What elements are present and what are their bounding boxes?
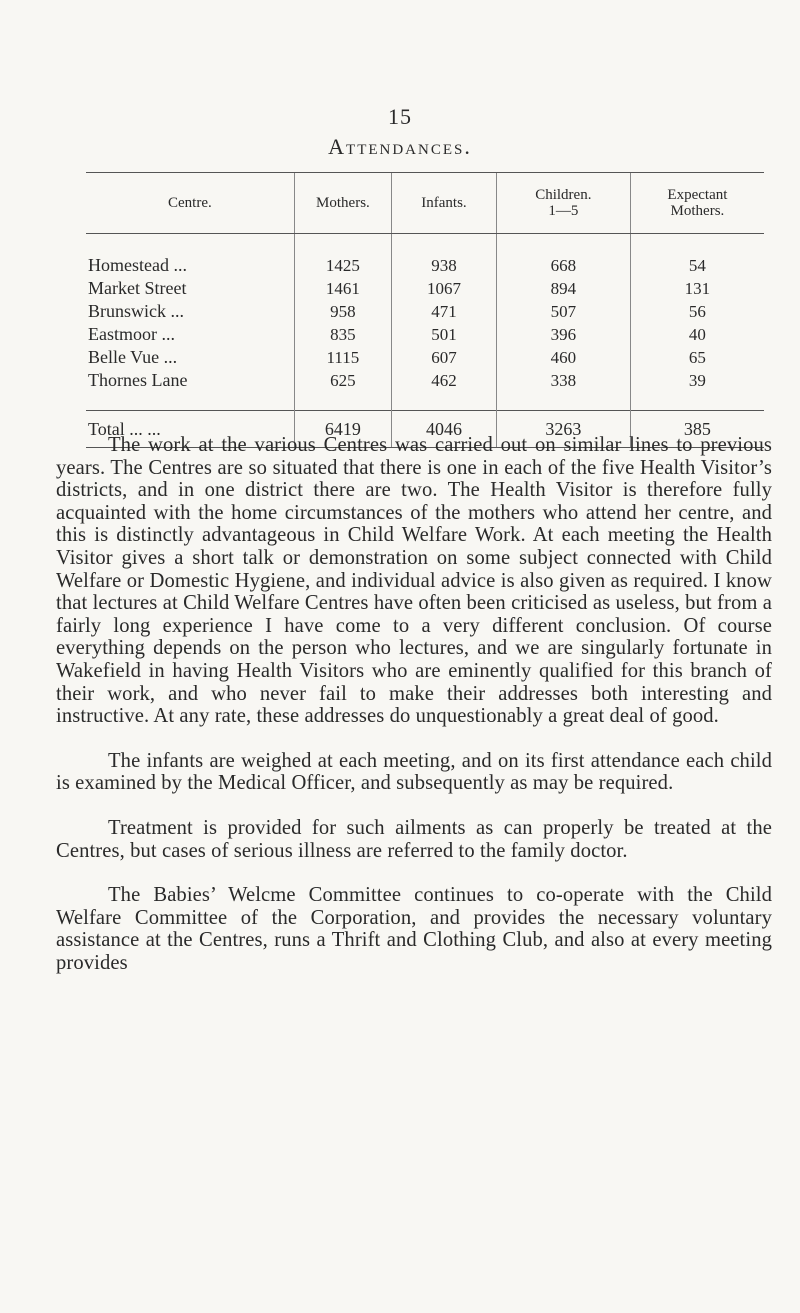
attendance-table (86, 172, 764, 448)
total-label: Total ... ... (86, 411, 294, 448)
expectant-value: 131 (630, 277, 764, 300)
total-infants: 4046 (392, 411, 497, 448)
header-centre: Centre. (86, 173, 294, 234)
children-value: 894 (496, 277, 630, 300)
expectant-value: 56 (630, 300, 764, 323)
total-mothers: 6419 (294, 411, 391, 448)
mothers-value: 1461 (294, 277, 391, 300)
header-children-age: 1—5 (548, 203, 579, 219)
header-expectant-label: Expectant (667, 187, 728, 203)
paragraph: The infants are weighed at each meeting, and on its first attendance each child is examined by the Medical Officer, and subsequently as may be required. (56, 749, 772, 795)
table-header-row (86, 173, 764, 234)
table-row (86, 300, 764, 323)
mothers-value: 625 (294, 369, 391, 411)
expectant-value: 54 (630, 234, 764, 278)
table-row (86, 277, 764, 300)
mothers-value: 835 (294, 323, 391, 346)
infants-value: 501 (392, 323, 497, 346)
centre-name: Brunswick ... (88, 301, 184, 321)
infants-value: 462 (392, 369, 497, 411)
expectant-value: 39 (630, 369, 764, 411)
children-value: 460 (496, 346, 630, 369)
table-row (86, 369, 764, 411)
body-text (56, 434, 772, 996)
infants-value: 607 (392, 346, 497, 369)
paragraph: The work at the various Centres was carried out on similar lines to previous years. The Centres are so situated that there is one in each of the five Health Visitor’s districts, and in one district there are two. The Health Visitor is therefore fully acquainted with the home circumstances of the mothers who attend her centre, and this is distinctly advantageous in Child Welfare Work. At each meeting the Health Visitor gives a short talk or demonstration on some subject connected with Child Welfare or Domestic Hygiene, and individual advice is also given as required. I know that lectures at Child Welfare Centres have often been criticised as useless, but from a fairly long experience I have come to a very different conclusion. Of course everything depends on the person who lectures, and we are singularly fortunate in Wakefield in having Health Visitors who are eminently qualified for this branch of their work, and who never fail to make their addresses both interesting and instructive. At any rate, these addresses do unquestionably a great deal of good. (56, 434, 772, 728)
table-row (86, 234, 764, 278)
page-number: 15 (388, 104, 412, 129)
centre-name: Belle Vue ... (88, 347, 178, 367)
header-mothers: Mothers. (294, 173, 391, 234)
header-children-label: Children. (535, 187, 592, 203)
children-value: 338 (496, 369, 630, 411)
centre-name: Homestead ... (88, 255, 187, 275)
header-expectant-mothers (630, 173, 764, 234)
infants-value: 1067 (392, 277, 497, 300)
paragraph: The Babies’ Welcme Committee continues to co-operate with the Child Welfare Committee of the Corporation, and provides the necessary voluntary assistance at the Centres, runs a Thrift and Clothing Club, and also at every meeting provides (56, 884, 772, 974)
table-row (86, 323, 764, 346)
header-infants: Infants. (392, 173, 497, 234)
table-row (86, 346, 764, 369)
mothers-value: 1425 (294, 234, 391, 278)
children-value: 668 (496, 234, 630, 278)
expectant-value: 65 (630, 346, 764, 369)
total-children: 3263 (496, 411, 630, 448)
total-expectant: 385 (630, 411, 764, 448)
expectant-value: 40 (630, 323, 764, 346)
centre-name: Market Street (88, 278, 187, 298)
header-expectant-mothers-label: Mothers. (670, 203, 725, 219)
mothers-value: 1115 (294, 346, 391, 369)
children-value: 396 (496, 323, 630, 346)
children-value: 507 (496, 300, 630, 323)
centre-name: Eastmoor ... (88, 324, 175, 344)
mothers-value: 958 (294, 300, 391, 323)
paragraph: Treatment is provided for such ailments as can properly be treated at the Centres, but cases of serious illness are referred to the family doctor. (56, 816, 772, 862)
infants-value: 938 (392, 234, 497, 278)
infants-value: 471 (392, 300, 497, 323)
header-children (496, 173, 630, 234)
centre-name: Thornes Lane (88, 370, 188, 390)
page-title: Attendances. (328, 134, 472, 159)
